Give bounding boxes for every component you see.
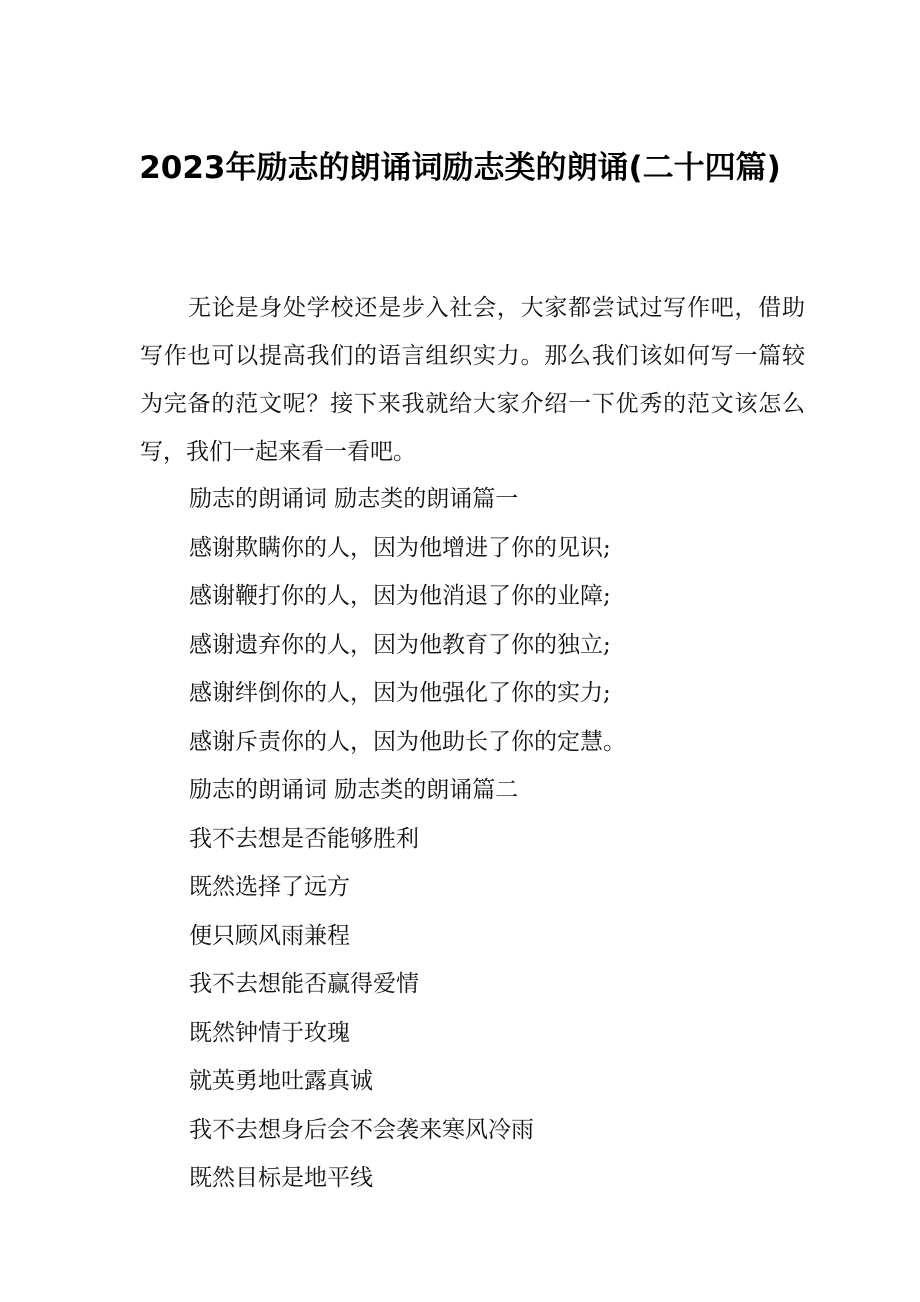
section-heading: 励志的朗诵词 励志类的朗诵篇一	[189, 486, 519, 512]
poem-line: 便只顾风雨兼程	[189, 922, 350, 949]
intro-paragraph: 无论是身处学校还是步入社会，大家都尝试过写作吧，借助写作也可以提高我们的语言组织实力。那么我们该如何写一篇较为完备的范文呢？接下来我就给大家介绍一下优秀的范文该怎么写，我们一起来看一看吧。	[140, 295, 805, 465]
poem-line: 既然选择了远方	[189, 874, 350, 900]
poem-line: 我不去想身后会不会袭来寒风冷雨	[189, 1116, 534, 1143]
poem-line: 我不去想能否赢得爱情	[189, 971, 419, 997]
poem-line: 感谢遗弃你的人，因为他教育了你的独立;	[189, 631, 611, 658]
poem-line: 就英勇地吐露真诚	[189, 1068, 373, 1094]
poem-line: 感谢欺瞒你的人，因为他增进了你的见识;	[189, 534, 611, 561]
poem-line: 我不去想是否能够胜利	[189, 825, 419, 852]
poem-line: 感谢斥责你的人，因为他助长了你的定慧。	[189, 728, 626, 755]
poem-line: 感谢鞭打你的人，因为他消退了你的业障;	[189, 583, 611, 609]
document-title: 2023年励志的朗诵词励志类的朗诵(二十四篇)	[139, 150, 781, 186]
poem-lines	[189, 475, 809, 1203]
poem-line: 感谢绊倒你的人，因为他强化了你的实力;	[189, 680, 611, 706]
poem-line: 既然目标是地平线	[189, 1165, 373, 1191]
section-heading: 励志的朗诵词 励志类的朗诵篇二	[189, 777, 519, 803]
poem-line: 既然钟情于玫瑰	[189, 1019, 350, 1046]
